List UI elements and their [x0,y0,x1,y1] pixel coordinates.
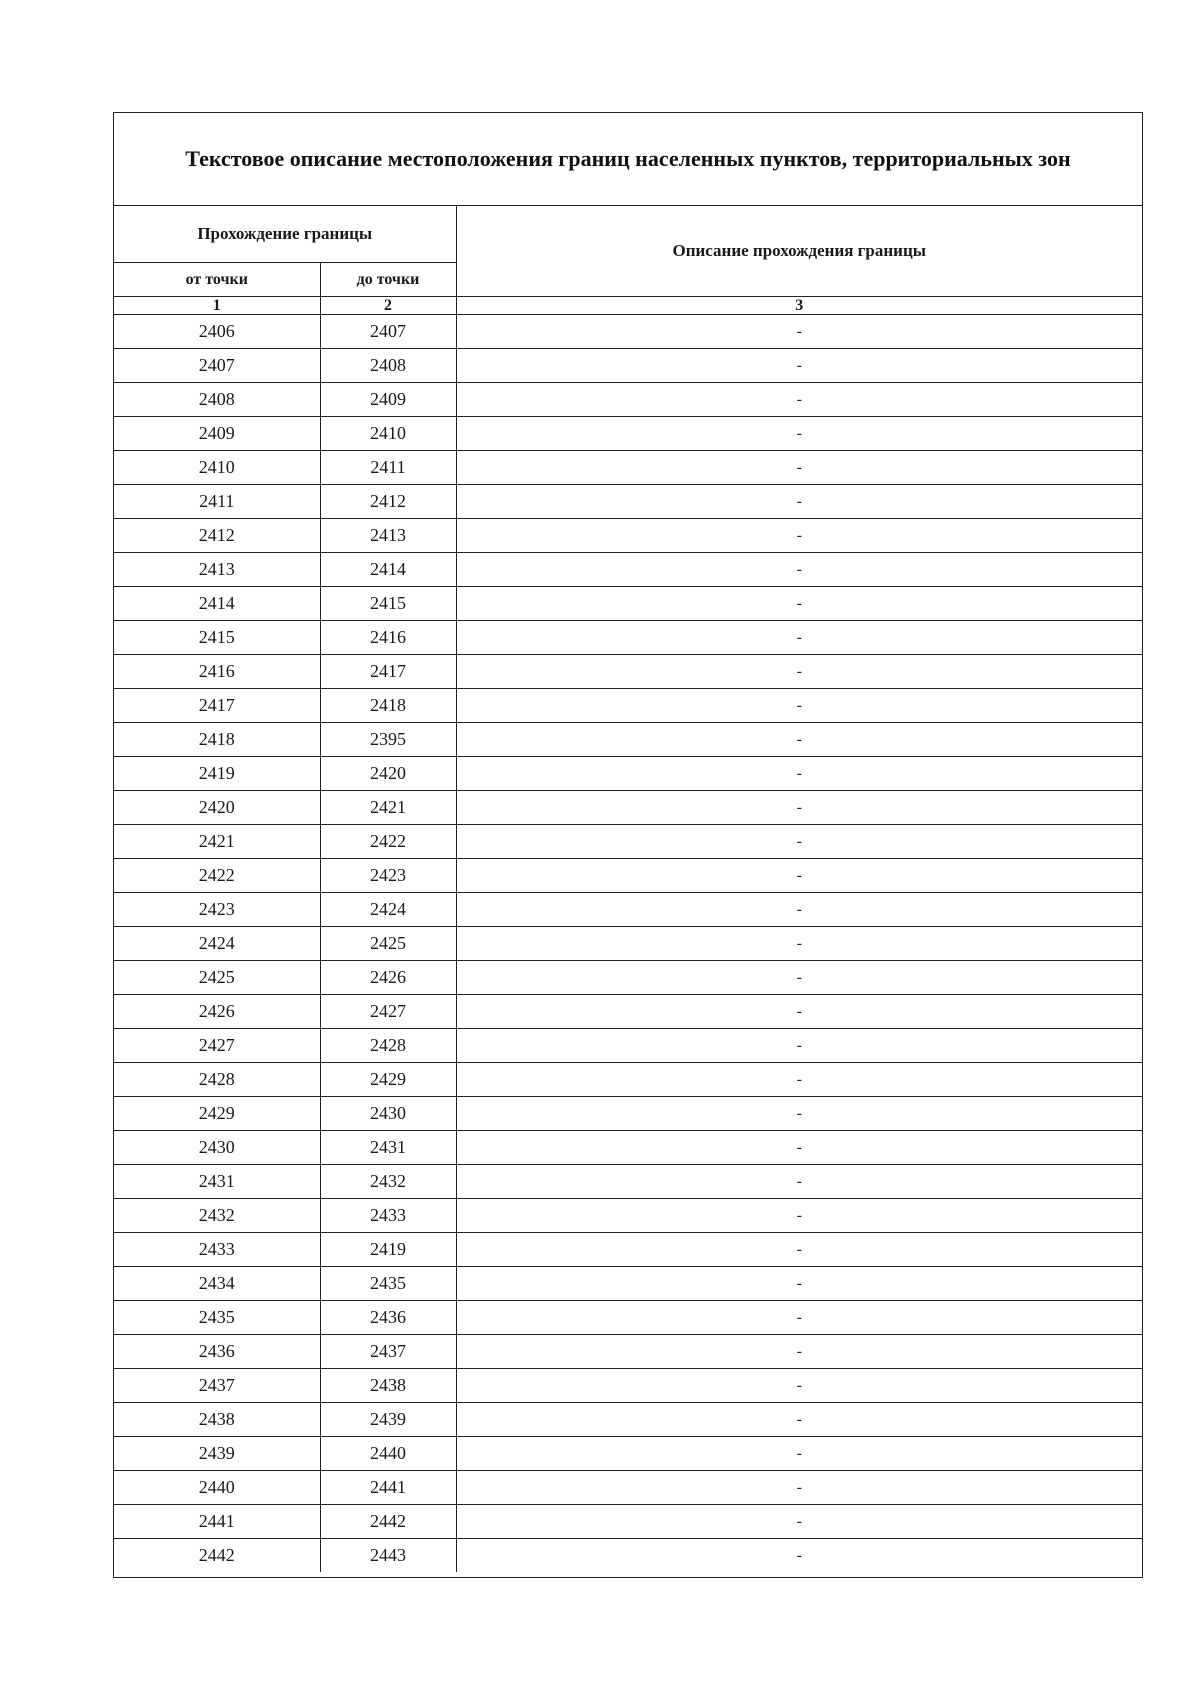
cell-to-point: 2437 [320,1335,456,1369]
cell-from-point: 2413 [114,553,320,587]
cell-from-point: 2428 [114,1063,320,1097]
boundary-description-sheet [113,112,1143,1578]
cell-description: - [456,1165,1142,1199]
cell-description: - [456,689,1142,723]
cell-to-point: 2421 [320,791,456,825]
cell-to-point: 2432 [320,1165,456,1199]
table-row [114,485,1142,519]
cell-description: - [456,621,1142,655]
header-group-label: Прохождение границы [114,206,456,263]
table-row [114,1539,1142,1573]
table-row [114,995,1142,1029]
boundary-table [114,206,1142,1572]
cell-description: - [456,655,1142,689]
table-row [114,1233,1142,1267]
cell-description: - [456,1437,1142,1471]
cell-from-point: 2440 [114,1471,320,1505]
cell-description: - [456,1233,1142,1267]
table-row [114,553,1142,587]
table-row [114,1097,1142,1131]
table-row [114,689,1142,723]
table-row [114,587,1142,621]
cell-description: - [456,1471,1142,1505]
cell-to-point: 2420 [320,757,456,791]
cell-description: - [456,723,1142,757]
cell-to-point: 2422 [320,825,456,859]
cell-description: - [456,519,1142,553]
cell-from-point: 2410 [114,451,320,485]
table-row [114,349,1142,383]
cell-description: - [456,1505,1142,1539]
document-title: Текстовое описание местоположения границ населенных пунктов, территориальных зон [185,146,1071,171]
table-row [114,1471,1142,1505]
cell-to-point: 2435 [320,1267,456,1301]
cell-to-point: 2395 [320,723,456,757]
cell-description: - [456,383,1142,417]
cell-from-point: 2442 [114,1539,320,1573]
cell-from-point: 2441 [114,1505,320,1539]
cell-to-point: 2442 [320,1505,456,1539]
table-row [114,791,1142,825]
cell-from-point: 2408 [114,383,320,417]
cell-to-point: 2410 [320,417,456,451]
cell-from-point: 2424 [114,927,320,961]
cell-description: - [456,553,1142,587]
cell-from-point: 2414 [114,587,320,621]
title-box [114,113,1142,206]
cell-to-point: 2424 [320,893,456,927]
table-row [114,451,1142,485]
cell-description: - [456,1097,1142,1131]
cell-description: - [456,485,1142,519]
table-row [114,1437,1142,1471]
cell-description: - [456,825,1142,859]
cell-description: - [456,927,1142,961]
cell-to-point: 2414 [320,553,456,587]
cell-to-point: 2408 [320,349,456,383]
cell-to-point: 2413 [320,519,456,553]
table-row [114,825,1142,859]
header-to-label: до точки [320,263,456,297]
table-row [114,1505,1142,1539]
cell-from-point: 2425 [114,961,320,995]
cell-description: - [456,961,1142,995]
cell-description: - [456,1301,1142,1335]
cell-description: - [456,1335,1142,1369]
cell-to-point: 2418 [320,689,456,723]
table-row [114,1165,1142,1199]
cell-from-point: 2419 [114,757,320,791]
header-description-label: Описание прохождения границы [456,206,1142,297]
cell-description: - [456,315,1142,349]
cell-to-point: 2429 [320,1063,456,1097]
cell-description: - [456,349,1142,383]
table-row [114,961,1142,995]
cell-description: - [456,1199,1142,1233]
table-row [114,315,1142,349]
cell-from-point: 2439 [114,1437,320,1471]
cell-description: - [456,1029,1142,1063]
cell-from-point: 2426 [114,995,320,1029]
cell-description: - [456,995,1142,1029]
cell-description: - [456,893,1142,927]
table-row [114,655,1142,689]
cell-description: - [456,417,1142,451]
cell-from-point: 2416 [114,655,320,689]
cell-from-point: 2427 [114,1029,320,1063]
cell-from-point: 2420 [114,791,320,825]
cell-from-point: 2437 [114,1369,320,1403]
cell-from-point: 2434 [114,1267,320,1301]
table-row [114,1403,1142,1437]
cell-to-point: 2419 [320,1233,456,1267]
cell-to-point: 2439 [320,1403,456,1437]
cell-to-point: 2440 [320,1437,456,1471]
cell-from-point: 2430 [114,1131,320,1165]
table-row [114,417,1142,451]
cell-to-point: 2409 [320,383,456,417]
cell-to-point: 2412 [320,485,456,519]
cell-from-point: 2409 [114,417,320,451]
cell-to-point: 2423 [320,859,456,893]
table-row [114,621,1142,655]
cell-to-point: 2438 [320,1369,456,1403]
cell-from-point: 2411 [114,485,320,519]
table-row [114,859,1142,893]
cell-from-point: 2406 [114,315,320,349]
cell-from-point: 2418 [114,723,320,757]
cell-description: - [456,757,1142,791]
table-bottom-margin [114,1572,1142,1577]
cell-to-point: 2416 [320,621,456,655]
cell-description: - [456,1539,1142,1573]
table-row [114,1029,1142,1063]
cell-from-point: 2423 [114,893,320,927]
cell-from-point: 2415 [114,621,320,655]
table-row [114,519,1142,553]
cell-to-point: 2425 [320,927,456,961]
cell-from-point: 2421 [114,825,320,859]
cell-description: - [456,451,1142,485]
cell-from-point: 2432 [114,1199,320,1233]
cell-description: - [456,1063,1142,1097]
table-row [114,927,1142,961]
cell-from-point: 2417 [114,689,320,723]
header-row-numbers [114,297,1142,315]
table-row [114,1267,1142,1301]
table-row [114,893,1142,927]
cell-from-point: 2431 [114,1165,320,1199]
cell-description: - [456,1131,1142,1165]
cell-to-point: 2417 [320,655,456,689]
table-row [114,383,1142,417]
cell-description: - [456,1267,1142,1301]
cell-to-point: 2411 [320,451,456,485]
cell-to-point: 2441 [320,1471,456,1505]
cell-to-point: 2433 [320,1199,456,1233]
cell-to-point: 2428 [320,1029,456,1063]
cell-from-point: 2436 [114,1335,320,1369]
cell-to-point: 2415 [320,587,456,621]
table-row [114,1301,1142,1335]
table-row [114,1369,1142,1403]
column-number-2: 2 [320,297,456,315]
cell-from-point: 2429 [114,1097,320,1131]
column-number-3: 3 [456,297,1142,315]
header-from-label: от точки [114,263,320,297]
table-row [114,757,1142,791]
cell-from-point: 2407 [114,349,320,383]
table-row [114,1131,1142,1165]
cell-to-point: 2431 [320,1131,456,1165]
cell-to-point: 2407 [320,315,456,349]
cell-description: - [456,1403,1142,1437]
table-row [114,1335,1142,1369]
cell-from-point: 2438 [114,1403,320,1437]
cell-to-point: 2426 [320,961,456,995]
cell-description: - [456,791,1142,825]
table-row [114,1199,1142,1233]
table-row [114,1063,1142,1097]
cell-to-point: 2427 [320,995,456,1029]
cell-description: - [456,859,1142,893]
cell-to-point: 2443 [320,1539,456,1573]
cell-to-point: 2436 [320,1301,456,1335]
cell-from-point: 2412 [114,519,320,553]
cell-from-point: 2422 [114,859,320,893]
cell-from-point: 2433 [114,1233,320,1267]
cell-description: - [456,1369,1142,1403]
table-row [114,723,1142,757]
cell-to-point: 2430 [320,1097,456,1131]
cell-description: - [456,587,1142,621]
cell-from-point: 2435 [114,1301,320,1335]
header-row-group [114,206,1142,263]
column-number-1: 1 [114,297,320,315]
